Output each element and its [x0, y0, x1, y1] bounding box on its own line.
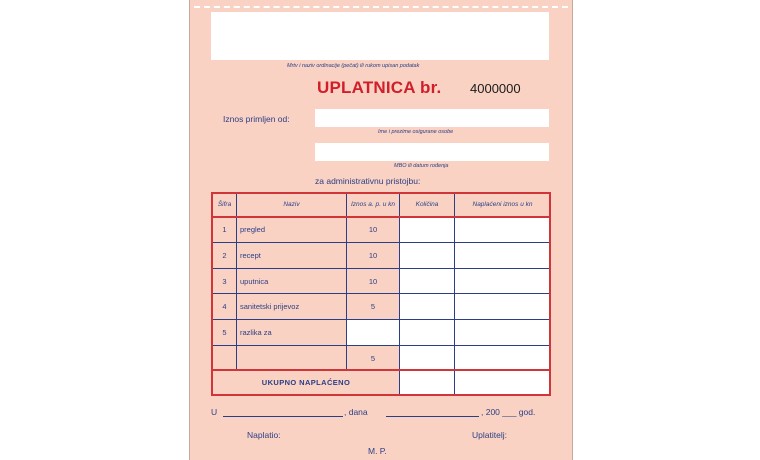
row-quantity-field[interactable] — [400, 268, 455, 294]
row-quantity-field[interactable] — [400, 320, 455, 346]
fee-row — [213, 268, 551, 294]
date-word: , dana — [344, 407, 368, 417]
institution-caption: Mrtv i naziv ordinacije (pečat) ili rukom upisan podatak — [287, 63, 420, 69]
row-amount: 5 — [347, 294, 400, 320]
row-charged-field[interactable] — [455, 320, 551, 346]
total-charged-field[interactable] — [455, 371, 551, 395]
row-quantity-field[interactable] — [400, 217, 455, 243]
row-name — [237, 345, 347, 371]
institution-stamp-field[interactable] — [211, 12, 549, 60]
row-name: uputnica — [237, 268, 347, 294]
row-charged-field[interactable] — [455, 243, 551, 269]
header-code: Šifra — [213, 194, 237, 218]
row-name: sanitetski prijevoz — [237, 294, 347, 320]
row-amount: 10 — [347, 217, 400, 243]
row-code: 2 — [213, 243, 237, 269]
header-amount: Iznos a. p. u kn — [347, 194, 400, 218]
row-name: recept — [237, 243, 347, 269]
total-row — [213, 371, 551, 395]
total-label: UKUPNO NAPLAĆENO — [213, 371, 400, 395]
total-separator — [211, 369, 551, 371]
row-quantity-field[interactable] — [400, 243, 455, 269]
purpose-label: za administrativnu pristojbu: — [315, 176, 421, 186]
row-name: pregled — [237, 217, 347, 243]
row-code: 1 — [213, 217, 237, 243]
row-code: 5 — [213, 320, 237, 346]
header-quantity: Količina — [400, 194, 455, 218]
perforation-line — [194, 6, 568, 8]
fee-row — [213, 243, 551, 269]
row-amount: 5 — [347, 345, 400, 371]
payer-name-field[interactable] — [315, 109, 549, 127]
fee-table — [212, 193, 551, 395]
date-field[interactable] — [386, 416, 479, 417]
fee-row — [213, 320, 551, 346]
row-charged-field[interactable] — [455, 294, 551, 320]
year-text: , 200 ___ god. — [481, 407, 536, 417]
slip-number: 4000000 — [470, 81, 521, 96]
collected-by-label: Naplatio: — [247, 430, 281, 440]
fee-row — [213, 217, 551, 243]
row-quantity-field[interactable] — [400, 345, 455, 371]
fee-row — [213, 294, 551, 320]
row-name: razlika za — [237, 320, 347, 346]
payer-name-caption: Ime i prezime osigurane osobe — [378, 129, 454, 135]
row-code — [213, 345, 237, 371]
fee-table-header — [213, 194, 551, 218]
row-quantity-field[interactable] — [400, 294, 455, 320]
place-field[interactable] — [223, 416, 343, 417]
row-charged-field[interactable] — [455, 345, 551, 371]
payment-slip — [189, 0, 573, 460]
total-quantity-field[interactable] — [400, 371, 455, 395]
row-charged-field[interactable] — [455, 268, 551, 294]
header-charged: Naplaćeni iznos u kn — [455, 194, 551, 218]
row-code: 4 — [213, 294, 237, 320]
row-amount: 10 — [347, 243, 400, 269]
row-charged-field[interactable] — [455, 217, 551, 243]
stamp-label: M. P. — [368, 446, 387, 456]
fee-row — [213, 345, 551, 371]
row-code: 3 — [213, 268, 237, 294]
payer-label: Uplatitelj: — [472, 430, 507, 440]
mbo-field[interactable] — [315, 143, 549, 161]
header-separator — [211, 216, 551, 218]
slip-title: UPLATNICA br. — [317, 78, 442, 97]
row-amount-field[interactable] — [347, 320, 400, 346]
mbo-caption: MBO ili datum rođenja — [394, 163, 449, 169]
place-prefix: U — [211, 407, 218, 417]
received-from-label: Iznos primljen od: — [223, 114, 290, 124]
row-amount: 10 — [347, 268, 400, 294]
header-name: Naziv — [237, 194, 347, 218]
